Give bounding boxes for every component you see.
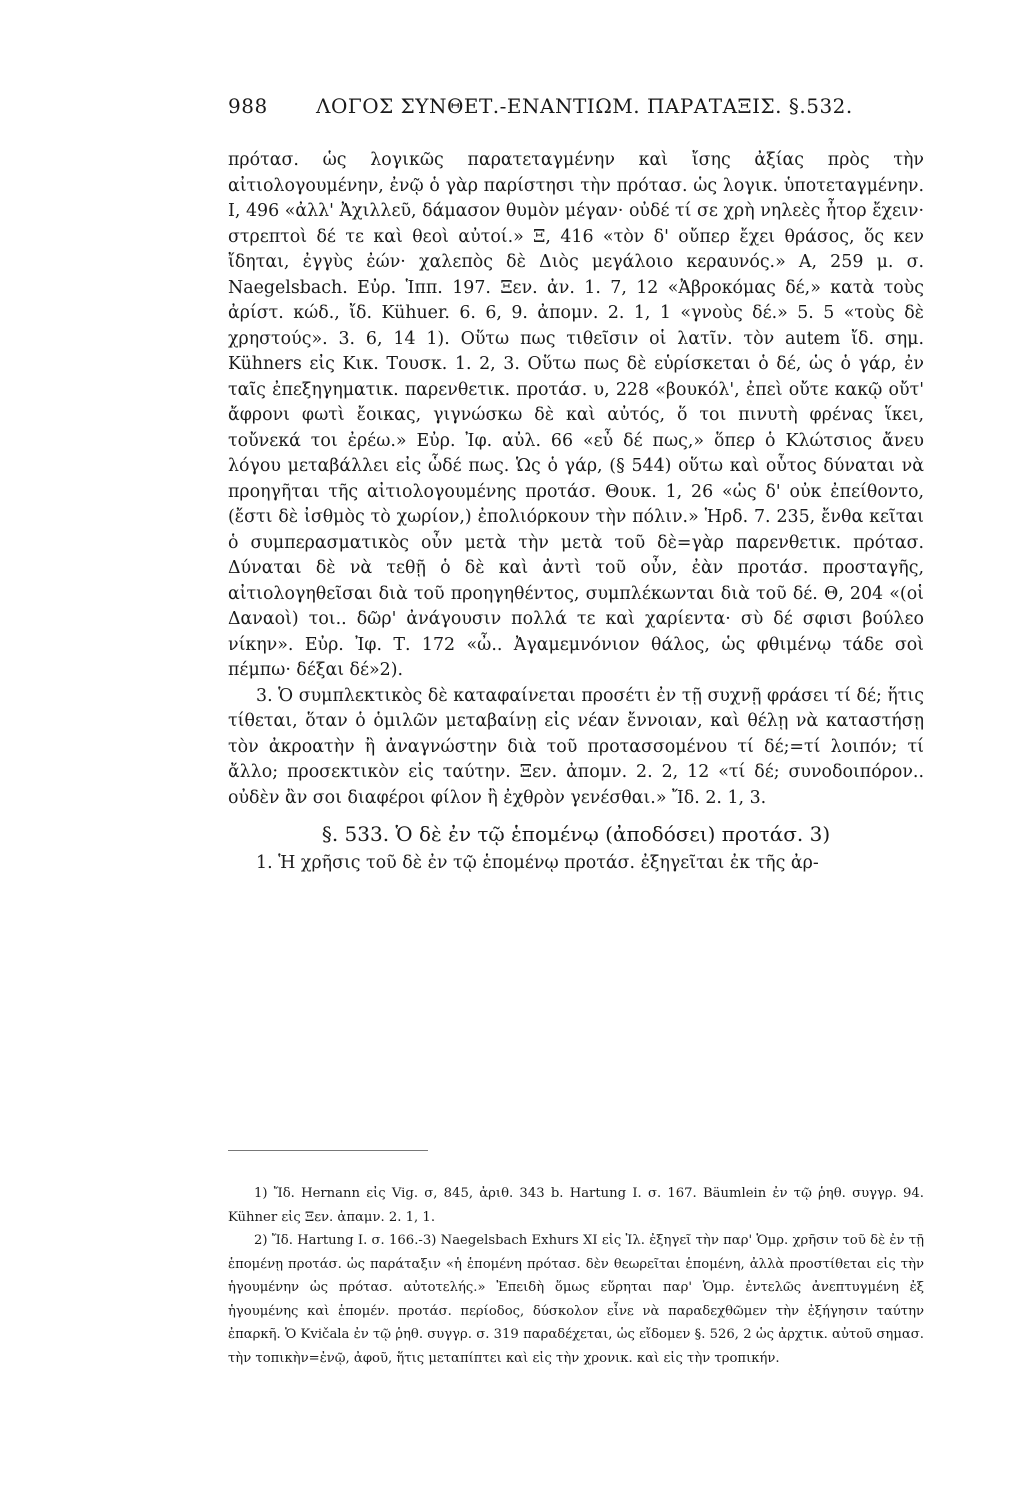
page-header: [228, 94, 924, 128]
footnote-divider: [228, 1150, 428, 1151]
paragraph-continuation: πρότασ. ὡς λογικῶς παρατεταγμένην καὶ ἴσης ἀξίας πρὸς τὴν αἰτιολογουμένην, ἐνῷ ὁ γὰρ παρίστησι τὴν πρότασ. ὡς λογικ. ὑποτεταγμένην. Ι, 496 «ἀλλ' Ἀχιλλεῦ, δάμασον θυμὸν μέγαν· οὐδέ τί σε χρὴ νηλεὲς ἦτορ ἔχειν· στρεπτοὶ δέ τε καὶ θεοὶ αὐτοί.» Ξ, 416 «τὸν δ' οὔπερ ἔχει θράσος, ὅς κεν ἴδηται, ἐγγὺς ἐών· χαλεπὸς δὲ Διὸς μεγάλοιο κεραυνός.» Α, 259 μ. σ. Naegelsbach. Εὐρ. Ἱππ. 197. Ξεν. ἀν. 1. 7, 12 «Ἀβροκόμας δέ,» κατὰ τοὺς ἀρίστ. κώδ., ἴδ. Kühuer. 6. 6, 9. ἀπομν. 2. 1, 1 «γνοὺς δέ.» 5. 5 «τοὺς δὲ χρηστούς». 3. 6, 14 1). Οὕτω πως τιθεῖσιν οἱ λατῖν. τὸν autem ἴδ. σημ. Kühners εἰς Κικ. Τουσκ. 1. 2, 3. Οὕτω πως δὲ εὑρίσκεται ὁ δέ, ὡς ὁ γάρ, ἐν ταῖς ἐπεξηγηματικ. παρενθετικ. προτάσ. υ, 228 «βουκόλ', ἐπεὶ οὔτε κακῷ οὔτ' ἄφρονι φωτὶ ἔοικας, γιγνώσκω δὲ καὶ αὐτός, ὅ τοι πινυτὴ φρένας ἵκει, τοὔνεκά τοι ἐρέω.» Εὐρ. Ἰφ. αὐλ. 66 «εὖ δέ πως,» ὅπερ ὁ Κλώτσιος ἄνευ λόγου μεταβάλλει εἰς ὧδέ πως. Ὡς ὁ γάρ, (§ 544) οὕτω καὶ οὗτος δύναται νὰ προηγῆται τῆς αἰτιολογουμένης προτάσ. Θουκ. 1, 26 «ὡς δ' οὐκ ἐπείθοντο, (ἔστι δὲ ἰσθμὸς τὸ χωρίον,) ἐπολιόρκουν τὴν πόλιν.» Ἡρδ. 7. 235, ἔνθα κεῖται ὁ συμπερασματικὸς οὖν μετὰ τὴν μετὰ τοῦ δὲ=γὰρ παρενθετικ. πρότασ. Δύναται δὲ νὰ τεθῇ ὁ δὲ καὶ ἀντὶ τοῦ οὖν, ἐὰν προτάσ. προσταγῆς, αἰτιολογηθεῖσαι διὰ τοῦ προηγηθέντος, συμπλέκωνται διὰ τοῦ δέ. Θ, 204 «(οἱ Δαναοὶ) τοι.. δῶρ' ἀνάγουσιν πολλά τε καὶ χαρίεντα· σὺ δέ σφισι βούλεο νίκην». Εὐρ. Ἰφ. Τ. 172 «ὦ.. Ἀγαμεμνόνιον θάλος, ὡς φθιμένῳ τάδε σοὶ πέμπω· δέξαι δέ»2).: [228, 150, 924, 680]
running-title: ΛΟΓΟΣ ΣΥΝΘΕΤ.-ΕΝΑΝΤΙΩΜ. ΠΑΡΑΤΑΞΙΣ. §.532.: [316, 94, 853, 118]
main-text: [228, 148, 924, 877]
footnote-1: 1) Ἴδ. Hernann εἰς Vig. σ, 845, ἀριθ. 343 b. Hartung Ι. σ. 167. Bäumlein ἐν τῷ ῥηθ. συγγρ. 94. Kühner εἰς Ξεν. ἀπαμν. 2. 1, 1.: [228, 1186, 924, 1225]
footnote-2: 2) Ἴδ. Hartung Ι. σ. 166.-3) Naegelsbach Exhurs XI εἰς Ἰλ. ἐξηγεῖ τὴν παρ' Ὁμρ. χρῆσιν τοῦ δὲ ἐν τῇ ἑπομένῃ προτάσ. ὡς παράταξιν «ἡ ἑπομένη πρότασ. δὲν θεωρεῖται ἑπομένη, ἀλλὰ προστίθεται εἰς τὴν ἡγουμένην ὡς πρότασ. αὐτοτελής.» Ἐπειδὴ ὅμως εὕρηται παρ' Ὁμρ. ἐντελῶς ἀνεπτυγμένη ἐξ ἡγουμένης καὶ ἑπομέν. προτάσ. περίοδος, δύσκολον εἶνε νὰ παραδεχθῶμεν τὴν ἐξήγησιν ταύτην ἐπαρκῆ. Ὁ Kvičala ἐν τῷ ῥηθ. συγγρ. σ. 319 παραδέχεται, ὡς εἴδομεν §. 526, 2 ὡς ἀρχτικ. αὐτοῦ σημασ. τὴν τοπικὴν=ἐνῷ, ἀφοῦ, ἥτις μεταπίπτει καὶ εἰς τὴν χρονικ. καὶ εἰς τὴν τροπικήν.: [228, 1233, 924, 1366]
paragraph-533-1: 1. Ἡ χρῆσις τοῦ δὲ ἐν τῷ ἑπομένῳ προτάσ. ἐξηγεῖται ἐκ τῆς ἀρ-: [256, 853, 819, 873]
page-number: 988: [228, 94, 268, 118]
footnotes: [228, 1182, 924, 1370]
section-heading-533: §. 533. Ὁ δὲ ἐν τῷ ἑπομένῳ (ἀποδόσει) προτάσ. 3): [321, 822, 831, 846]
paragraph-3: 3. Ὁ συμπλεκτικὸς δὲ καταφαίνεται προσέτι ἐν τῇ συχνῇ φράσει τί δέ; ἥτις τίθεται, ὅταν ὁ ὁμιλῶν μεταβαίνῃ εἰς νέαν ἔννοιαν, καὶ θέλῃ νὰ καταστήσῃ τὸν ἀκροατὴν ἢ ἀναγνώστην διὰ τοῦ προτασσομένου τί δέ;=τί λοιπόν; τί ἄλλο; προσεκτικὸν εἰς ταύτην. Ξεν. ἀπομν. 2. 2, 12 «τί δέ; συνοδοιπόρον.. οὐδὲν ἂν σοι διαφέροι φίλον ἢ ἐχθρὸν γενέσθαι.» Ἴδ. 2. 1, 3.: [228, 685, 924, 808]
